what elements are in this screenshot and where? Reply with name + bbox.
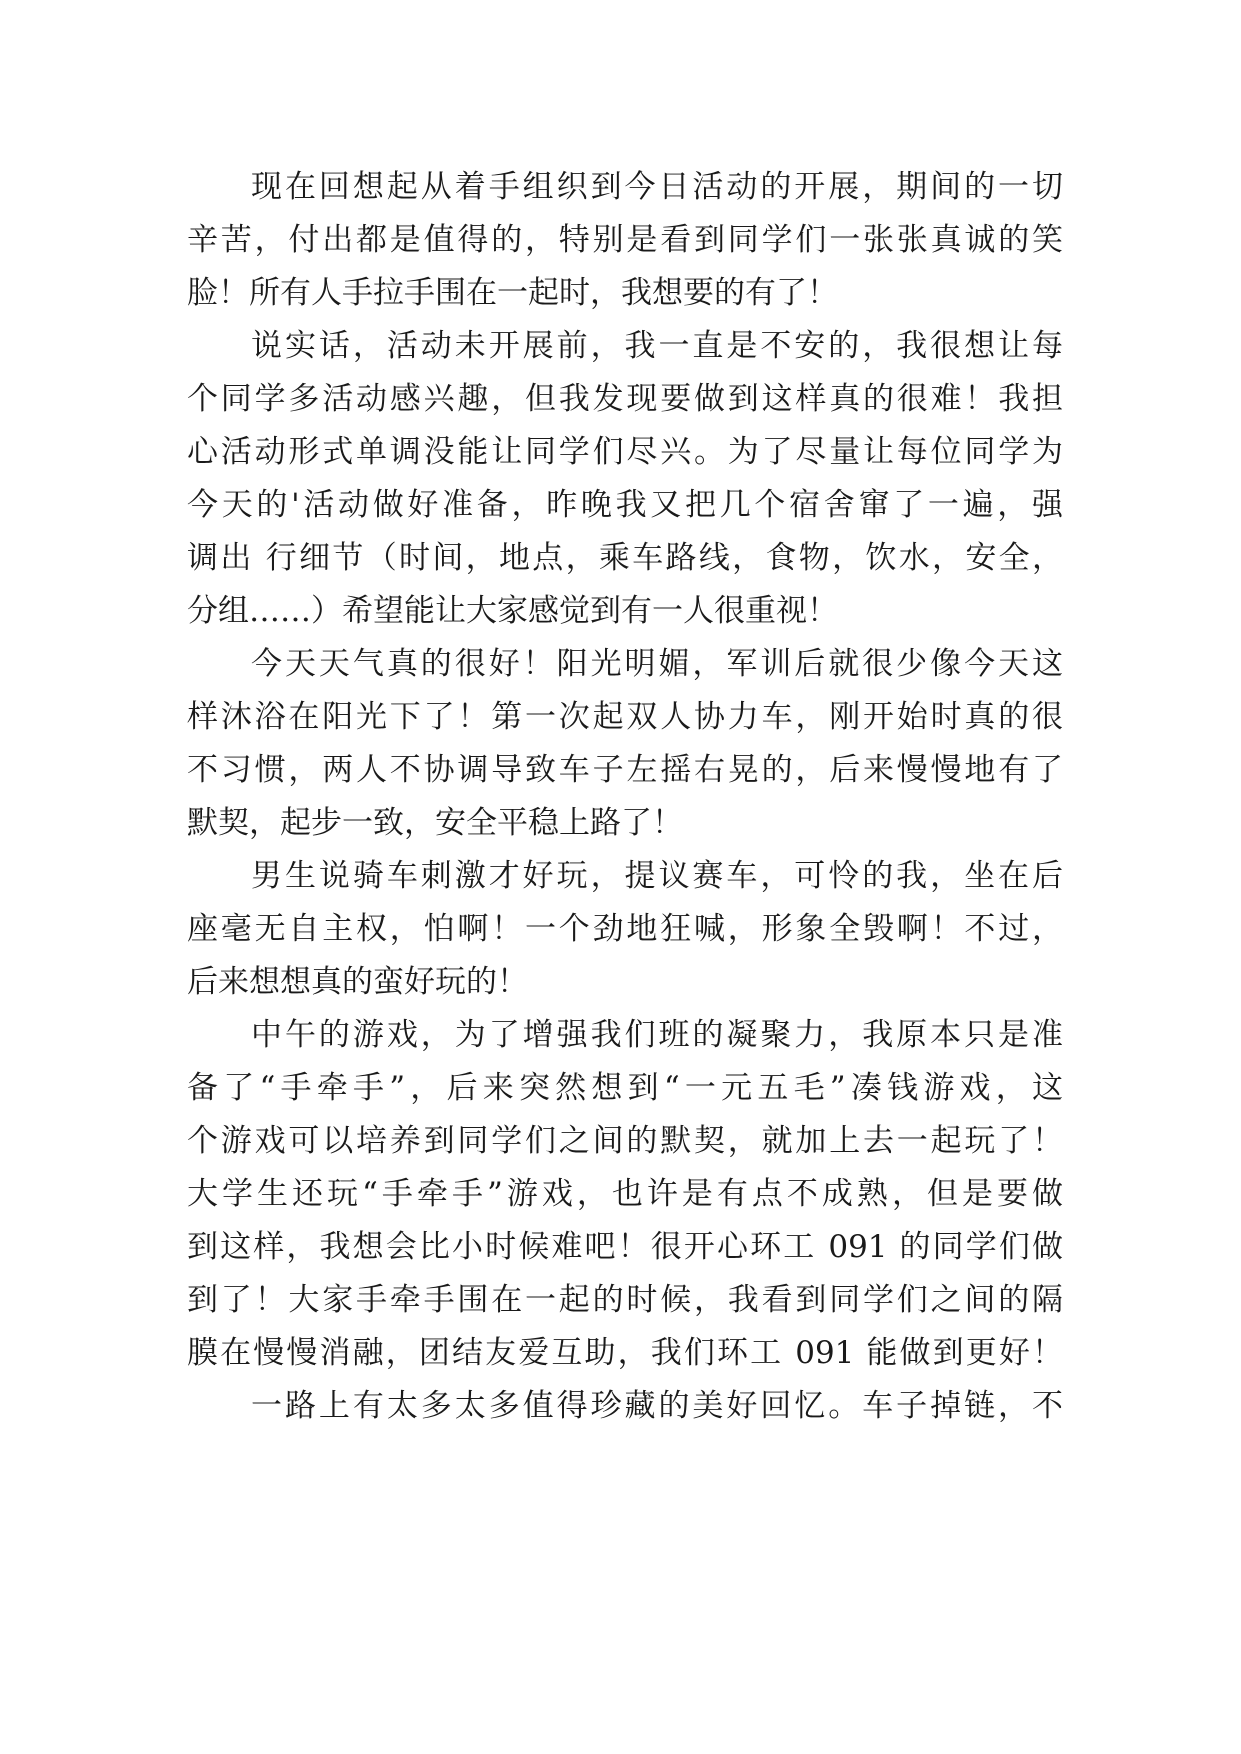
paragraph-3-line-2: 样沐浴在阳光下了！第一次起双人协力车，刚开始时真的很	[187, 699, 1063, 735]
paragraph-5-line-2: 备了“手牵手”，后来突然想到“一元五毛”凑钱游戏，这	[187, 1070, 1063, 1106]
paragraph-3-line-1: 今天天气真的很好！阳光明媚，军训后就很少像今天这	[251, 646, 1063, 682]
paragraph-5-line-6: 到了！大家手牵手围在一起的时候，我看到同学们之间的隔	[187, 1282, 1063, 1318]
paragraph-6-line-1: 一路上有太多太多值得珍藏的美好回忆。车子掉链，不	[251, 1388, 1063, 1424]
paragraph-4-line-2: 座毫无自主权，怕啊！一个劲地狂喊，形象全毁啊！不过，	[187, 911, 1063, 947]
paragraph-1-line-1: 现在回想起从着手组织到今日活动的开展，期间的一切	[251, 169, 1063, 205]
paragraph-5-line-1: 中午的游戏，为了增强我们班的凝聚力，我原本只是准	[251, 1017, 1063, 1053]
paragraph-4-line-1: 男生说骑车刺激才好玩，提议赛车，可怜的我，坐在后	[251, 858, 1063, 894]
paragraph-2-line-1: 说实话，活动未开展前，我一直是不安的，我很想让每	[251, 328, 1063, 364]
paragraph-3-line-3: 不习惯，两人不协调导致车子左摇右晃的，后来慢慢地有了	[187, 752, 1063, 788]
paragraph-5-line-5: 到这样，我想会比小时候难吧！很开心环工 091 的同学们做	[187, 1229, 1063, 1265]
paragraph-1-line-3: 脸！所有人手拉手围在一起时，我想要的有了！	[187, 275, 838, 311]
paragraph-2-line-2: 个同学多活动感兴趣，但我发现要做到这样真的很难！我担	[187, 381, 1063, 417]
paragraph-2-line-4: 今天的'活动做好准备，昨晚我又把几个宿舍窜了一遍，强	[187, 487, 1063, 523]
paragraph-2-line-3: 心活动形式单调没能让同学们尽兴。为了尽量让每位同学为	[187, 434, 1063, 470]
paragraph-2-line-5: 调出 行细节（时间，地点，乘车路线，食物，饮水，安全，	[187, 540, 1063, 576]
paragraph-2-line-6: 分组……）希望能让大家感觉到有一人很重视！	[187, 593, 838, 629]
paragraph-5-line-3: 个游戏可以培养到同学们之间的默契，就加上去一起玩了！	[187, 1123, 1063, 1159]
paragraph-5-line-4: 大学生还玩“手牵手”游戏，也许是有点不成熟，但是要做	[187, 1176, 1063, 1212]
paragraph-4-line-3: 后来想想真的蛮好玩的！	[187, 964, 528, 1000]
paragraph-3-line-4: 默契，起步一致，安全平稳上路了！	[187, 805, 683, 841]
paragraph-5-line-7: 膜在慢慢消融，团结友爱互助，我们环工 091 能做到更好！	[187, 1335, 1063, 1371]
paragraph-1-line-2: 辛苦，付出都是值得的，特别是看到同学们一张张真诚的笑	[187, 222, 1063, 258]
